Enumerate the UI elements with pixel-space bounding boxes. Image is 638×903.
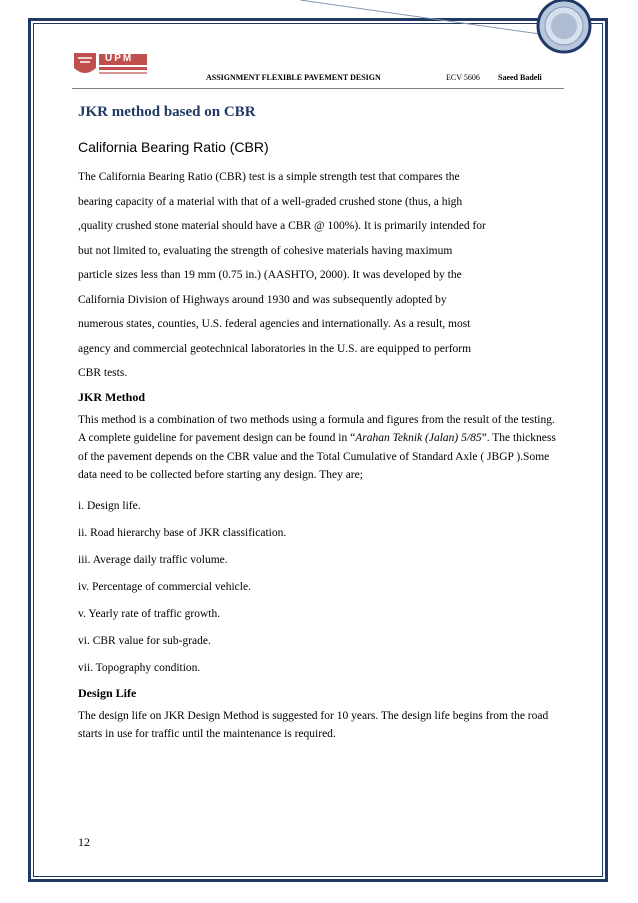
jkr-method-title: JKR Method xyxy=(78,389,145,404)
jkr-para-text: This method is a combination of two methods using a formula and figures from the result of the testing. A complete guideline for pavement design can be found in “ xyxy=(78,413,555,444)
section-heading: JKR method based on CBR xyxy=(78,104,256,120)
list-item: vii. Topography condition. xyxy=(78,661,201,674)
logo-text: UPM xyxy=(105,53,134,64)
header-author: Saeed Badeli xyxy=(498,73,542,82)
header-course-code: ECV 5606 xyxy=(446,73,480,82)
decorative-seal-icon xyxy=(530,0,600,70)
list-item: i. Design life. xyxy=(78,499,141,512)
list-item: vi. CBR value for sub-grade. xyxy=(78,634,211,647)
list-item: iv. Percentage of commercial vehicle. xyxy=(78,580,251,593)
list-item: ii. Road hierarchy base of JKR classification. xyxy=(78,526,287,539)
page-number: 12 xyxy=(78,835,90,849)
jkr-reference-title: Arahan Teknik (Jalan) 5/85 xyxy=(355,432,482,444)
cbr-line: ,quality crushed stone material should have a CBR @ 100%). It is primarily intended for xyxy=(78,220,486,232)
page-content xyxy=(78,104,563,756)
header-title: ASSIGNMENT FLEXIBLE PAVEMENT DESIGN xyxy=(206,73,381,82)
list-item: v. Yearly rate of traffic growth. xyxy=(78,607,221,620)
cbr-line: numerous states, counties, U.S. federal agencies and internationally. As a result, most xyxy=(78,318,471,330)
jkr-method-paragraph xyxy=(78,411,563,485)
jkr-para-text: ”. The thickness of the pavement depends on the CBR value and the Total Cumulative of Standard Axle ( JBGP ).Some data need to be collected before starting any design. They are; xyxy=(78,432,556,481)
design-life-paragraph: The design life on JKR Design Method is suggested for 10 years. The design life begins from the road starts in use for traffic until the maintenance is required. xyxy=(78,709,549,740)
header-divider xyxy=(72,88,564,89)
cbr-line: California Division of Highways around 1930 and was subsequently adopted by xyxy=(78,293,447,306)
cbr-line: but not limited to, evaluating the strength of cohesive materials having maximum xyxy=(78,244,453,257)
cbr-paragraph xyxy=(78,165,563,386)
upm-logo xyxy=(72,50,150,85)
cbr-line: particle sizes less than 19 mm (0.75 in.) (AASHTO, 2000). It was developed by the xyxy=(78,269,462,281)
decorative-line xyxy=(300,0,540,40)
subheading: California Bearing Ratio (CBR) xyxy=(78,139,269,155)
cbr-line: bearing capacity of a material with that of a well-graded crushed stone (thus, a high xyxy=(78,195,463,208)
design-life-title: Design Life xyxy=(78,685,137,700)
cbr-line: agency and commercial geotechnical laboratories in the U.S. are equipped to perform xyxy=(78,342,472,355)
list-item: iii. Average daily traffic volume. xyxy=(78,553,228,566)
cbr-line: The California Bearing Ratio (CBR) test is a simple strength test that compares the xyxy=(78,171,460,183)
cbr-line: CBR tests. xyxy=(78,367,128,379)
